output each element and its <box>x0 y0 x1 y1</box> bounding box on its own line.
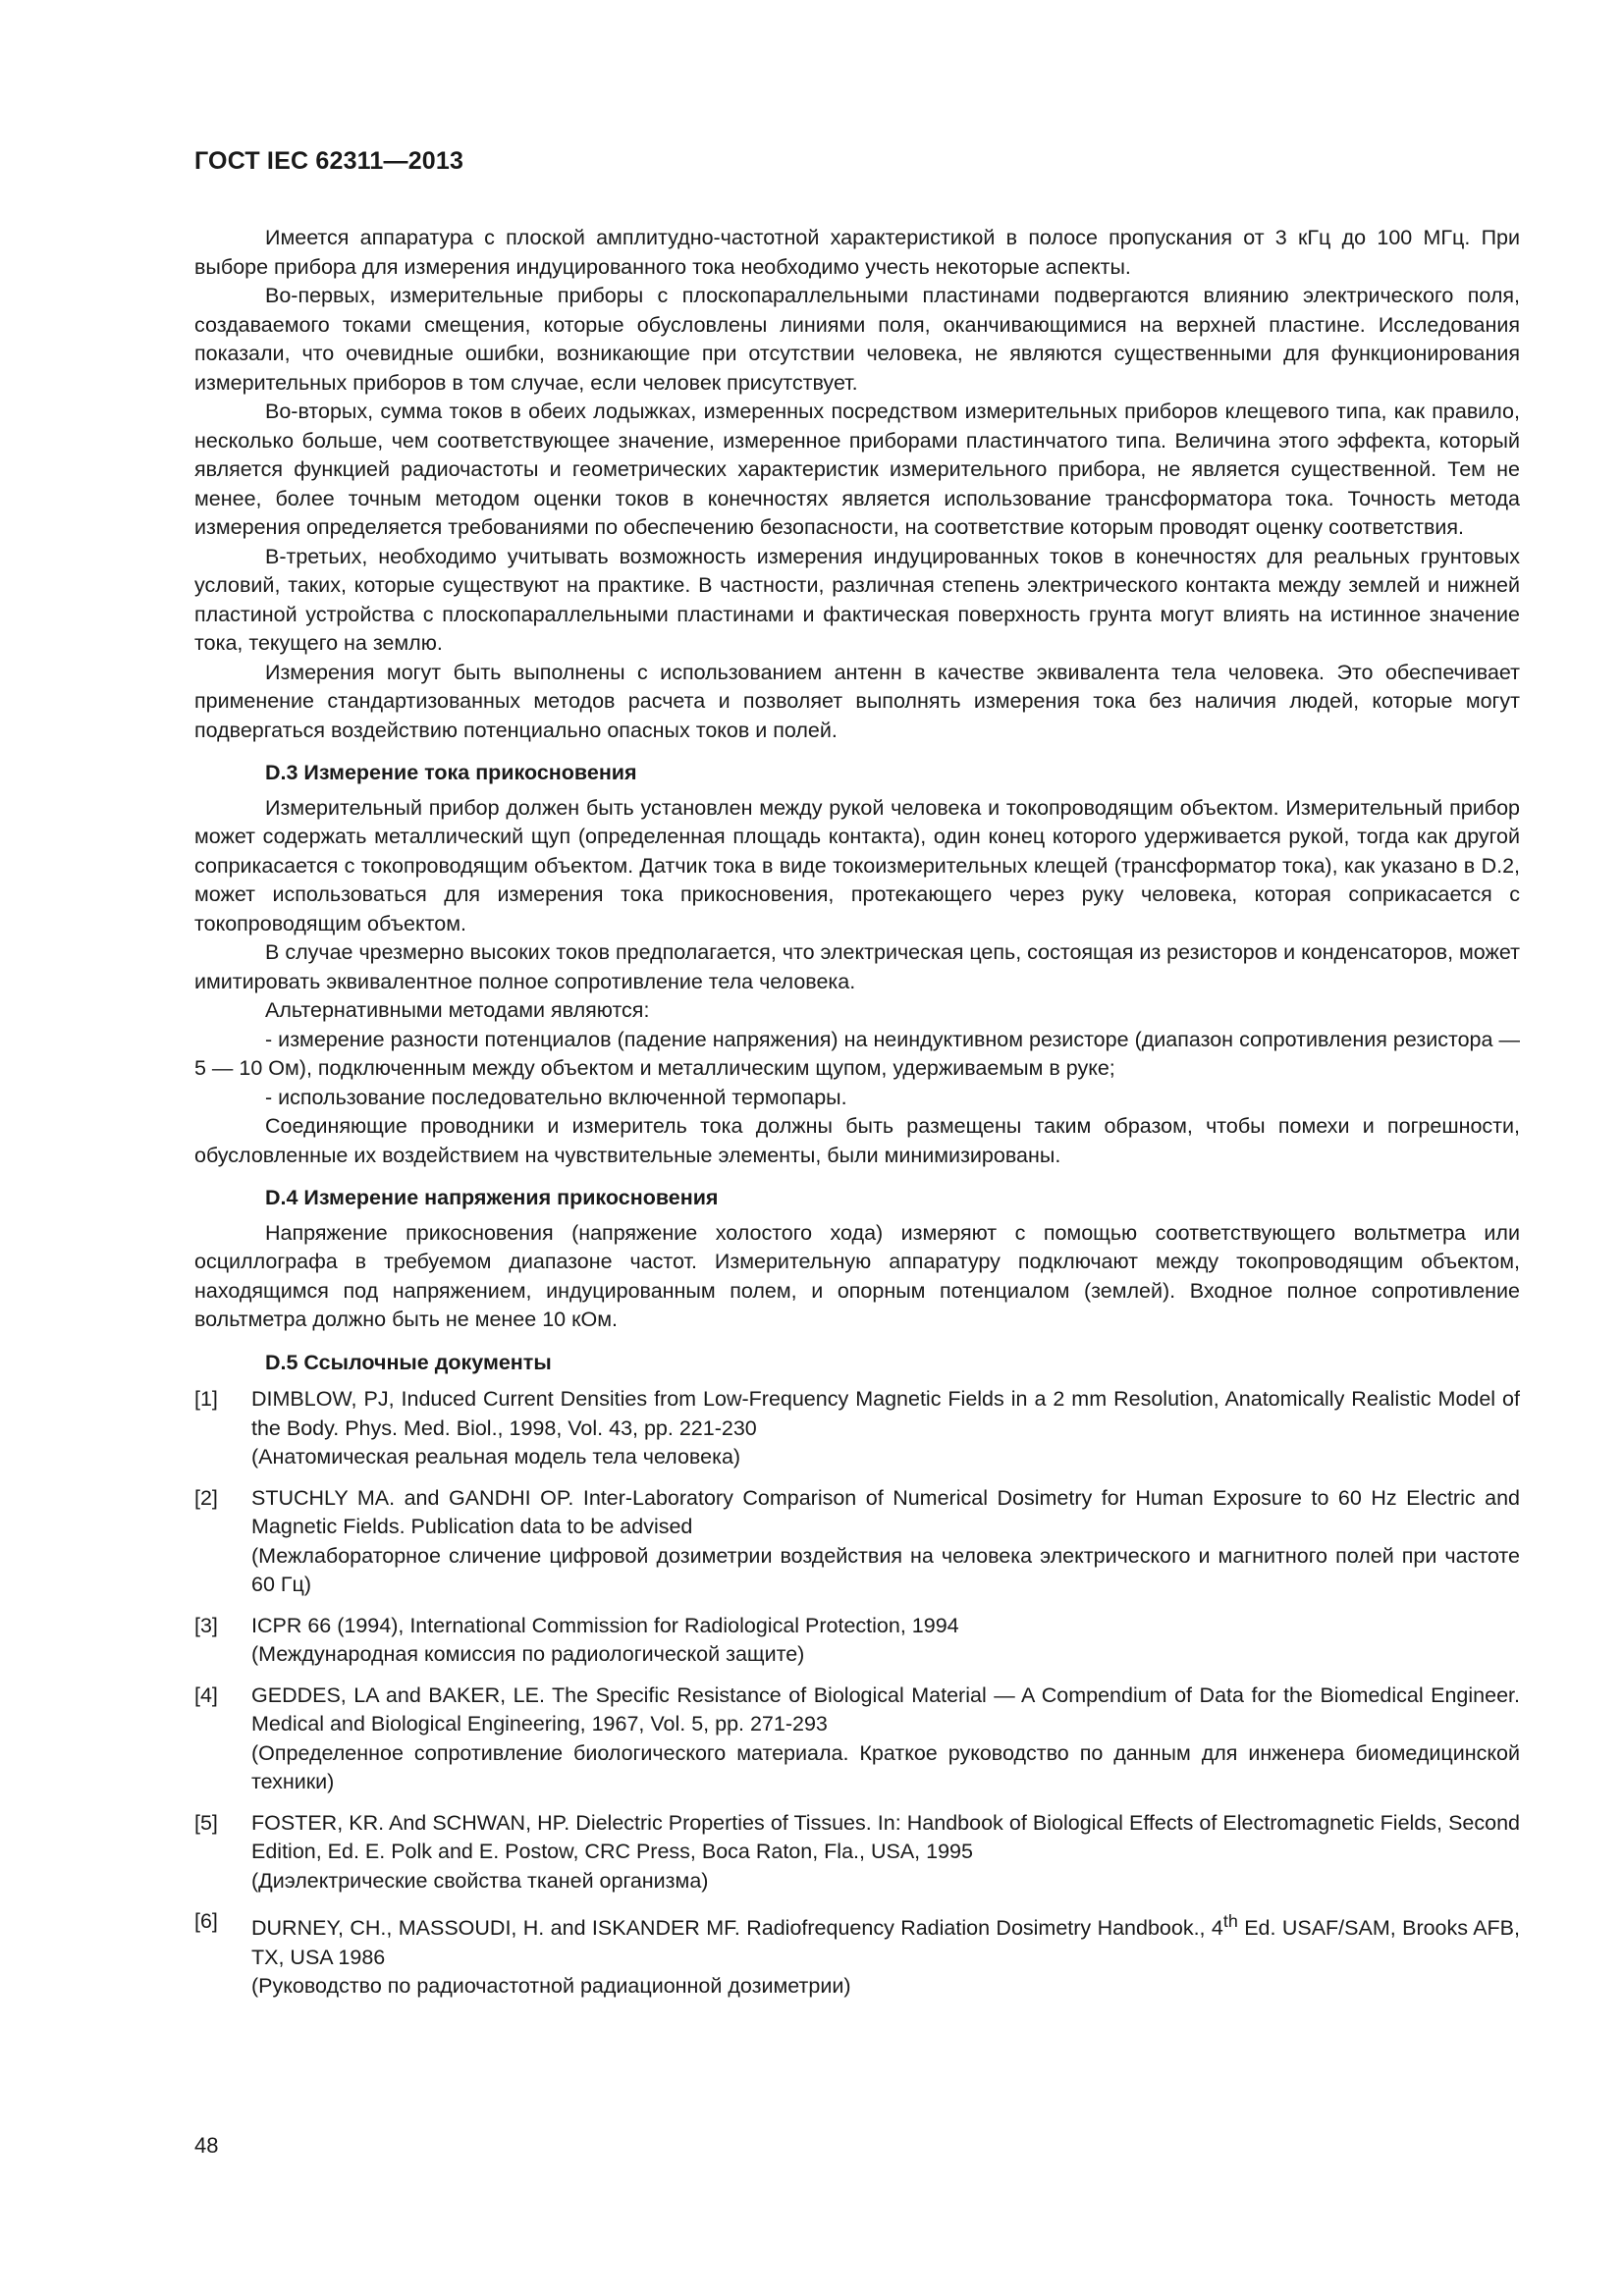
reference-item <box>194 1809 1520 1896</box>
reference-citation: DIMBLOW, PJ, Induced Current Densities from Low-Frequency Magnetic Fields in a 2 mm Resolution, Anatomically Realistic Model of the Body. Phys. Med. Biol., 1998, Vol. 43, pp. 221-230 <box>251 1387 1520 1440</box>
paragraph: Имеется аппаратура с плоской амплитудно-частотной характеристикой в полосе пропускания от 3 кГц до 100 МГц. При выборе прибора для измерения индуцированного тока необходимо учесть некоторые аспекты. <box>194 226 1520 279</box>
section-heading-d5: D.5 Ссылочные документы <box>265 1350 552 1374</box>
reference-citation: STUCHLY MA. and GANDHI OP. Inter-Laboratory Comparison of Numerical Dosimetry for Human Exposure to 60 Hz Electric and Magnetic Fields. Publication data to be advised <box>251 1485 1520 1538</box>
paragraph: Измерительный прибор должен быть установлен между рукой человека и токопроводящим объектом. Измерительный прибор может содержать металлический щуп (определенная площадь контакта), один конец которого удерживается рукой, тогда как другой соприкасается с токопроводящим объектом. Датчик тока в виде токоизмерительных клещей (трансформатор тока), как указано в D.2, может использоваться для измерения тока прикосновения, протекающего через руку человека, которая соприкасается с токопроводящим объектом. <box>194 795 1520 935</box>
section-heading-d3: D.3 Измерение тока прикосновения <box>265 761 637 784</box>
reference-translation: (Определенное сопротивление биологического материала. Краткое руководство по данным для инженера биомедицинской техники) <box>251 1740 1520 1793</box>
reference-list <box>194 1385 1520 2002</box>
citation-part: DURNEY, CH., MASSOUDI, H. and ISKANDER MF. Radiofrequency Radiation Dosimetry Handbook., 4 <box>251 1916 1223 1941</box>
reference-number: [4] <box>194 1682 218 1707</box>
paragraph: Альтернативными методами являются: <box>265 998 650 1022</box>
paragraph: В-третьих, необходимо учитывать возможность измерения индуцированных токов в конечностях для реальных грунтовых условий, таких, которые существуют на практике. В частности, различная степень электрического контакта между землей и нижней пластиной устройства с плоскопараллельными пластинами и фактическая поверхность грунта могут влиять на истинное значение тока, текущего на землю. <box>194 544 1520 655</box>
paragraph: Измерения могут быть выполнены с использованием антенн в качестве эквивалента тела человека. Это обеспечивает применение стандартизованных методов расчета и позволяет выполнять измерения тока без наличия людей, которые могут подвергаться воздействию потенциально опасных токов и полей. <box>194 660 1520 742</box>
reference-number: [1] <box>194 1387 218 1411</box>
reference-number: [6] <box>194 1909 218 1933</box>
reference-item <box>194 1907 1520 2002</box>
reference-item <box>194 1612 1520 1670</box>
citation-superscript: th <box>1222 1911 1238 1931</box>
reference-item <box>194 1484 1520 1600</box>
reference-citation: ICPR 66 (1994), International Commission for Radiological Protection, 1994 <box>251 1613 959 1637</box>
reference-translation: (Межлабораторное сличение цифровой дозиметрии воздействия на человека электрического и магнитного полей при частоте 60 Гц) <box>251 1543 1520 1596</box>
document-header: ГОСТ IEC 62311—2013 <box>194 147 464 175</box>
list-item: - использование последовательно включенной термопары. <box>265 1085 847 1109</box>
document-body <box>194 224 1520 2013</box>
page-number: 48 <box>194 2133 219 2158</box>
reference-citation <box>251 1907 1520 1972</box>
reference-number: [5] <box>194 1810 218 1835</box>
reference-citation: GEDDES, LA and BAKER, LE. The Specific Resistance of Biological Material — A Compendium of Data for the Biomedical Engineer. Medical and Biological Engineering, 1967, Vol. 5, pp. 271-293 <box>251 1682 1520 1735</box>
list-item: - измерение разности потенциалов (падение напряжения) на неиндуктивном резисторе (диапазон сопротивления резистора — 5 — 10 Ом), подключенным между объектом и металлическим щупом, удерживаемым в руке; <box>194 1027 1520 1080</box>
reference-item <box>194 1682 1520 1797</box>
paragraph: Во-вторых, сумма токов в обеих лодыжках, измеренных посредством измерительных приборов клещевого типа, как правило, несколько больше, чем соответствующее значение, измеренное приборами пластинчатого типа. Величина этого эффекта, который является функцией радиочастоты и геометрических характеристик измерительного прибора, не является существенной. Тем не менее, более точным методом оценки токов в конечностях является использование трансформатора тока. Точность метода измерения определяется требованиями по обеспечению безопасности, на соответствие которым проводят оценку соответствия. <box>194 400 1520 539</box>
paragraph: Напряжение прикосновения (напряжение холостого хода) измеряют с помощью соответствующего вольтметра или осциллографа в требуемом диапазоне частот. Измерительную аппаратуру подключают между токопроводящим объектом, находящимся под напряжением, индуцированным полем, и опорным потенциалом (землей). Входное полное сопротивление вольтметра должно быть не менее 10 кОм. <box>194 1220 1520 1331</box>
reference-number: [3] <box>194 1613 218 1637</box>
reference-citation: FOSTER, KR. And SCHWAN, HP. Dielectric Properties of Tissues. In: Handbook of Biological Effects of Electromagnetic Fields, Second Edition, Ed. E. Polk and E. Postow, CRC Press, Boca Raton, Fla., USA, 1995 <box>251 1810 1520 1863</box>
citation-part: Ed. USAF/SAM, Brooks AFB, TX, USA 1986 <box>251 1916 1520 1969</box>
paragraph: Во-первых, измерительные приборы с плоскопараллельными пластинами подвергаются влиянию электрического поля, создаваемого токами смещения, которые обусловлены линиями поля, оканчивающимися на верхней пластине. Исследования показали, что очевидные ошибки, возникающие при отсутствии человека, не являются существенными для функционирования измерительных приборов в том случае, если человек присутствует. <box>194 284 1520 395</box>
paragraph: В случае чрезмерно высоких токов предполагается, что электрическая цепь, состоящая из резисторов и конденсаторов, может имитировать эквивалентное полное сопротивление тела человека. <box>194 940 1520 993</box>
reference-translation: (Руководство по радиочастотной радиационной дозиметрии) <box>251 1974 851 1999</box>
reference-translation: (Анатомическая реальная модель тела человека) <box>251 1445 741 1468</box>
paragraph: Соединяющие проводники и измеритель тока должны быть размещены таким образом, чтобы помехи и погрешности, обусловленные их воздействием на чувствительные элементы, были минимизированы. <box>194 1114 1520 1167</box>
reference-number: [2] <box>194 1485 218 1510</box>
section-heading-d4: D.4 Измерение напряжения прикосновения <box>265 1186 719 1209</box>
reference-translation: (Диэлектрические свойства тканей организма) <box>251 1868 709 1893</box>
reference-item <box>194 1385 1520 1472</box>
reference-translation: (Международная комиссия по радиологической защите) <box>251 1642 805 1666</box>
